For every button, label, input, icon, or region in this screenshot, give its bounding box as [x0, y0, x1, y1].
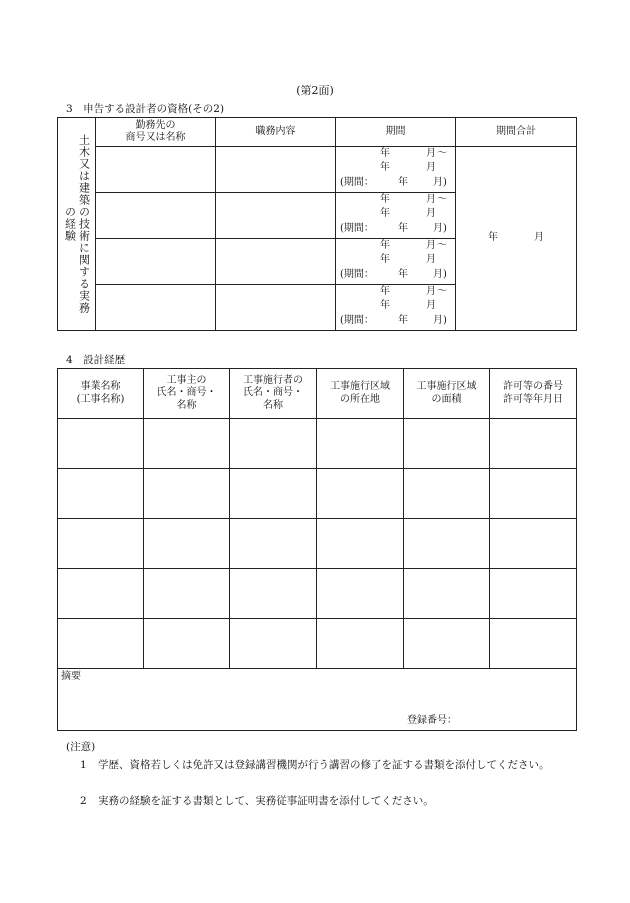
period-to-month: 月: [426, 254, 436, 266]
period-tilde: 〜: [437, 147, 447, 159]
table-cell[interactable]: [58, 419, 144, 469]
period-from-year: 年: [380, 193, 390, 205]
table-cell[interactable]: [490, 619, 577, 669]
period-tilde: 〜: [437, 239, 447, 251]
employer-cell[interactable]: [96, 285, 216, 331]
duties-cell[interactable]: [216, 239, 336, 285]
note-item-1: 1 学歴、資格若しくは免許又は登録講習機関が行う講習の修了を証する書類を添付してください。: [80, 759, 550, 771]
period-tilde: 〜: [437, 193, 447, 205]
table-row: [58, 569, 577, 619]
table-cell[interactable]: [58, 469, 144, 519]
employer-cell[interactable]: [96, 147, 216, 193]
period-duration-year: 年: [398, 222, 408, 234]
period-tilde: 〜: [437, 285, 447, 297]
table-cell[interactable]: [58, 519, 144, 569]
header-owner-name: 工事主の 氏名・商号・ 名称: [144, 369, 230, 419]
table-cell[interactable]: [144, 519, 230, 569]
section3-title: 3 申告する設計者の資格(その2): [66, 103, 225, 115]
table-cell[interactable]: [58, 619, 144, 669]
period-duration-month: 月): [433, 222, 447, 234]
period-to-year: 年: [380, 208, 390, 220]
header-period-total: 期間合計: [456, 118, 577, 147]
table-cell[interactable]: [144, 469, 230, 519]
table-cell[interactable]: [230, 619, 317, 669]
period-duration-month: 月): [433, 314, 447, 326]
period-from-month: 月: [426, 193, 436, 205]
table-cell[interactable]: [317, 519, 404, 569]
period-to-year: 年: [380, 300, 390, 312]
employer-cell[interactable]: [96, 193, 216, 239]
table-cell[interactable]: [404, 619, 490, 669]
period-cell[interactable]: [336, 147, 456, 193]
header-area-location: 工事施行区域 の所在地: [317, 369, 404, 419]
note-text: 学歴、資格若しくは免許又は登録講習機関が行う講習の修了を証する書類を添付してください。: [98, 759, 550, 771]
period-cell[interactable]: [336, 239, 456, 285]
table-cell[interactable]: [490, 419, 577, 469]
table-cell[interactable]: [144, 619, 230, 669]
notes-title: (注意): [66, 741, 96, 753]
period-from-month: 月: [426, 239, 436, 251]
period-from-year: 年: [380, 147, 390, 159]
table-cell[interactable]: [58, 569, 144, 619]
period-duration-year: 年: [398, 176, 408, 188]
section4-title: 4 設計経歴: [66, 354, 126, 366]
experience-vertical-label: 土木又は建築の技術に関する実務の経験: [58, 118, 96, 331]
header-period: 期間: [336, 118, 456, 147]
duties-cell[interactable]: [216, 193, 336, 239]
total-month: 月: [534, 232, 544, 244]
table-cell[interactable]: [404, 419, 490, 469]
period-cell[interactable]: [336, 285, 456, 331]
employer-cell[interactable]: [96, 239, 216, 285]
period-duration-month: 月): [433, 176, 447, 188]
period-to-year: 年: [380, 162, 390, 174]
header-employer: 勤務先の 商号又は名称: [96, 118, 216, 147]
table-cell[interactable]: [230, 469, 317, 519]
table-cell[interactable]: [490, 469, 577, 519]
period-to-month: 月: [426, 300, 436, 312]
period-from-year: 年: [380, 285, 390, 297]
period-from-month: 月: [426, 147, 436, 159]
period-duration-label: (期間：: [340, 314, 374, 326]
registration-number-label: 登録番号：: [407, 715, 457, 726]
header-contractor-name: 工事施行者の 氏名・商号・ 名称: [230, 369, 317, 419]
period-duration-year: 年: [398, 268, 408, 280]
header-area-size: 工事施行区域 の面積: [404, 369, 490, 419]
remarks-label: 摘要: [61, 671, 81, 682]
table-row: [58, 469, 577, 519]
period-from-year: 年: [380, 239, 390, 251]
table-cell[interactable]: [317, 619, 404, 669]
table-cell[interactable]: [230, 419, 317, 469]
period-cell[interactable]: [336, 193, 456, 239]
table-cell[interactable]: [490, 519, 577, 569]
table-row: [58, 619, 577, 669]
table-cell[interactable]: [144, 419, 230, 469]
header-project-name: 事業名称 (工事名称): [58, 369, 144, 419]
period-to-year: 年: [380, 254, 390, 266]
table-cell[interactable]: [230, 569, 317, 619]
period-to-month: 月: [426, 162, 436, 174]
duties-cell[interactable]: [216, 285, 336, 331]
note-text: 実務の経験を証する書類として、実務従事証明書を添付してください。: [98, 795, 434, 807]
period-duration-label: (期間：: [340, 176, 374, 188]
table-cell[interactable]: [404, 569, 490, 619]
table-cell[interactable]: [317, 569, 404, 619]
table-cell[interactable]: [490, 569, 577, 619]
table-cell[interactable]: [404, 469, 490, 519]
qualification-table: [57, 117, 577, 331]
design-history-table: [57, 368, 577, 731]
header-permit-info: 許可等の番号 許可等年月日: [490, 369, 577, 419]
table-cell[interactable]: [404, 519, 490, 569]
duties-cell[interactable]: [216, 147, 336, 193]
header-duties: 職務内容: [216, 118, 336, 147]
table-cell[interactable]: [317, 469, 404, 519]
note-item-2: 2 実務の経験を証する書類として、実務従事証明書を添付してください。: [80, 795, 434, 807]
period-duration-label: (期間：: [340, 222, 374, 234]
table-cell[interactable]: [317, 419, 404, 469]
table-row: [58, 519, 577, 569]
period-duration-label: (期間：: [340, 268, 374, 280]
period-total-cell[interactable]: [456, 147, 577, 331]
period-to-month: 月: [426, 208, 436, 220]
period-duration-month: 月): [433, 268, 447, 280]
page-number: (第2面): [296, 84, 334, 97]
period-from-month: 月: [426, 285, 436, 297]
table-row: [58, 419, 577, 469]
table-cell[interactable]: [230, 519, 317, 569]
remarks-cell[interactable]: [58, 669, 577, 731]
total-year: 年: [488, 232, 498, 244]
period-duration-year: 年: [398, 314, 408, 326]
table-cell[interactable]: [144, 569, 230, 619]
